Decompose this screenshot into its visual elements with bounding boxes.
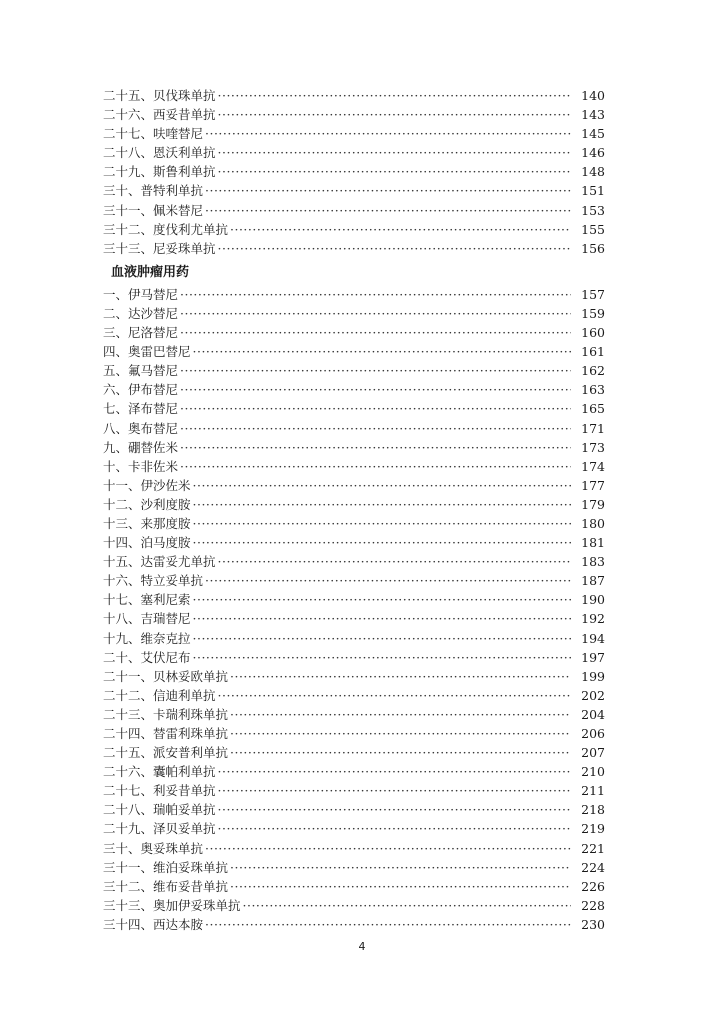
- toc-entry[interactable]: [103, 762, 605, 781]
- toc-entry-page: 159: [581, 305, 605, 321]
- toc-entry-label: 十、卡非佐米: [103, 458, 179, 474]
- toc-entry-label: 二十八、瑞帕妥单抗: [103, 802, 216, 818]
- toc-entry-page: 171: [581, 420, 605, 436]
- dot-leader: [193, 611, 571, 626]
- toc-entry-page: 190: [581, 592, 605, 608]
- toc-entry[interactable]: [103, 839, 605, 858]
- toc-entry[interactable]: [103, 858, 605, 877]
- toc-entry-page: 165: [581, 401, 605, 417]
- toc-entry-label: 七、泽布替尼: [103, 401, 179, 417]
- toc-entry-label: 三十二、度伐利尤单抗: [103, 221, 229, 237]
- toc-entry-page: 230: [581, 916, 605, 932]
- toc-entry-page: 192: [581, 611, 605, 627]
- toc-entry-page: 163: [581, 382, 605, 398]
- toc-entry[interactable]: [103, 877, 605, 896]
- dot-leader: [205, 841, 571, 856]
- dot-leader: [218, 554, 571, 569]
- dot-leader: [180, 440, 571, 455]
- dot-leader: [205, 203, 571, 218]
- toc-entry-page: 151: [581, 183, 605, 199]
- table-of-contents: [103, 86, 605, 934]
- toc-entry-page: 226: [581, 878, 605, 894]
- toc-entry[interactable]: [103, 590, 605, 609]
- toc-entry-label: 十七、塞利尼索: [103, 592, 191, 608]
- toc-entry[interactable]: [103, 609, 605, 628]
- dot-leader: [180, 382, 571, 397]
- dot-leader: [205, 917, 571, 932]
- dot-leader: [218, 764, 571, 779]
- toc-entry[interactable]: [103, 667, 605, 686]
- toc-entry-label: 三十一、维泊妥珠单抗: [103, 859, 229, 875]
- toc-entry-label: 二十九、泽贝妥单抗: [103, 821, 216, 837]
- dot-leader: [230, 707, 571, 722]
- toc-entry[interactable]: [103, 399, 605, 418]
- toc-entry-label: 二十三、卡瑞利珠单抗: [103, 706, 229, 722]
- toc-entry-page: 140: [581, 88, 605, 103]
- toc-entry[interactable]: [103, 629, 605, 648]
- toc-entry-label: 二十一、贝林妥欧单抗: [103, 668, 229, 684]
- toc-entry[interactable]: [103, 105, 605, 124]
- dot-leader: [218, 88, 571, 103]
- toc-entry[interactable]: [103, 476, 605, 495]
- toc-entry-label: 三十二、维布妥昔单抗: [103, 878, 229, 894]
- toc-entry-label: 十八、吉瑞替尼: [103, 611, 191, 627]
- toc-entry[interactable]: [103, 181, 605, 200]
- toc-entry-label: 十二、沙利度胺: [103, 496, 191, 512]
- toc-entry-page: 219: [581, 821, 605, 837]
- toc-entry[interactable]: [103, 533, 605, 552]
- toc-entry-page: 202: [581, 687, 605, 703]
- toc-entry-page: 160: [581, 325, 605, 341]
- toc-entry-page: 197: [581, 649, 605, 665]
- toc-entry-page: 173: [581, 439, 605, 455]
- dot-leader: [180, 306, 571, 321]
- toc-entry-label: 二十四、替雷利珠单抗: [103, 726, 229, 741]
- toc-entry[interactable]: [103, 457, 605, 476]
- toc-entry-page: 181: [581, 535, 605, 551]
- toc-entry-label: 二十七、利妥昔单抗: [103, 783, 216, 799]
- toc-entry[interactable]: [103, 495, 605, 514]
- toc-entry-page: 148: [581, 164, 605, 180]
- toc-entry[interactable]: [103, 285, 605, 304]
- toc-entry-label: 二十六、西妥昔单抗: [103, 107, 216, 123]
- toc-entry-label: 九、硼替佐米: [103, 439, 179, 455]
- toc-entry-label: 二十六、囊帕利单抗: [103, 764, 216, 780]
- toc-entry-page: 207: [581, 745, 605, 761]
- toc-entry-label: 三十、奥妥珠单抗: [103, 840, 204, 856]
- toc-entry-label: 三十四、西达本胺: [103, 916, 204, 932]
- dot-leader: [193, 478, 571, 493]
- toc-entry-label: 十九、维奈克拉: [103, 630, 191, 646]
- toc-entry[interactable]: [103, 724, 605, 743]
- toc-entry-label: 二十七、呋喹替尼: [103, 126, 204, 142]
- dot-leader: [180, 325, 571, 340]
- toc-entry[interactable]: [103, 162, 605, 181]
- toc-entry[interactable]: [103, 781, 605, 800]
- dot-leader: [230, 879, 571, 894]
- toc-entry-page: 211: [581, 783, 605, 799]
- dot-leader: [180, 363, 571, 378]
- toc-entry[interactable]: [103, 419, 605, 438]
- dot-leader: [218, 241, 571, 256]
- dot-leader: [230, 222, 571, 237]
- toc-entry[interactable]: [103, 239, 605, 258]
- toc-entry[interactable]: [103, 361, 605, 380]
- toc-entry[interactable]: [103, 201, 605, 220]
- dot-leader: [180, 287, 571, 302]
- toc-entry-label: 二十八、恩沃利单抗: [103, 145, 216, 161]
- toc-section-hematology: [103, 285, 605, 934]
- toc-entry-page: 146: [581, 145, 605, 161]
- toc-entry-page: 157: [581, 286, 605, 302]
- toc-entry[interactable]: [103, 342, 605, 361]
- toc-entry[interactable]: [103, 571, 605, 590]
- toc-entry-page: 143: [581, 107, 605, 123]
- toc-entry-label: 十一、伊沙佐米: [103, 477, 191, 493]
- dot-leader: [193, 592, 571, 607]
- toc-entry-page: 206: [581, 726, 605, 741]
- toc-entry-page: 179: [581, 496, 605, 512]
- toc-entry-label: 三、尼洛替尼: [103, 325, 179, 341]
- toc-entry-label: 二十五、派安普利单抗: [103, 745, 229, 761]
- toc-entry[interactable]: [103, 86, 605, 105]
- toc-entry-label: 六、伊布替尼: [103, 382, 179, 398]
- section-heading: 血液肿瘤用药: [111, 265, 190, 281]
- toc-entry[interactable]: [103, 819, 605, 838]
- toc-entry-page: 161: [581, 344, 605, 360]
- dot-leader: [180, 401, 571, 416]
- toc-entry-label: 五、氟马替尼: [103, 363, 179, 379]
- toc-entry-label: 二十二、信迪利单抗: [103, 687, 216, 703]
- dot-leader: [230, 745, 571, 760]
- dot-leader: [218, 821, 571, 836]
- dot-leader: [218, 783, 571, 798]
- dot-leader: [230, 860, 571, 875]
- toc-entry[interactable]: [103, 800, 605, 819]
- toc-entry-page: 187: [581, 573, 605, 589]
- toc-entry[interactable]: [103, 304, 605, 323]
- dot-leader: [180, 421, 571, 436]
- dot-leader: [218, 688, 571, 703]
- toc-entry-page: 162: [581, 363, 605, 379]
- toc-entry-label: 三十、普特利单抗: [103, 183, 204, 199]
- toc-entry-page: 210: [581, 764, 605, 780]
- toc-entry-page: 194: [581, 630, 605, 646]
- toc-entry[interactable]: [103, 323, 605, 342]
- dot-leader: [205, 126, 571, 141]
- toc-entry-page: 177: [581, 477, 605, 493]
- toc-entry-page: 228: [581, 897, 605, 913]
- toc-entry-label: 十三、来那度胺: [103, 515, 191, 531]
- toc-entry-label: 八、奥布替尼: [103, 420, 179, 436]
- dot-leader: [230, 669, 571, 684]
- toc-entry[interactable]: [103, 648, 605, 667]
- toc-entry[interactable]: [103, 124, 605, 143]
- toc-section-top: [103, 86, 605, 258]
- toc-entry[interactable]: [103, 705, 605, 724]
- toc-entry[interactable]: [103, 220, 605, 239]
- toc-entry[interactable]: [103, 438, 605, 457]
- toc-entry-label: 十四、泊马度胺: [103, 535, 191, 551]
- toc-entry[interactable]: [103, 915, 605, 934]
- page-number: 4: [358, 940, 366, 953]
- dot-leader: [193, 497, 571, 512]
- toc-entry[interactable]: [103, 514, 605, 533]
- toc-entry-label: 三十三、奥加伊妥珠单抗: [103, 897, 241, 913]
- toc-entry-page: 180: [581, 515, 605, 531]
- dot-leader: [193, 516, 571, 531]
- toc-entry-label: 一、伊马替尼: [103, 286, 179, 302]
- toc-entry-label: 十五、达雷妥尤单抗: [103, 554, 216, 570]
- toc-entry-page: 221: [581, 840, 605, 856]
- toc-entry-label: 三十一、佩米替尼: [103, 202, 204, 218]
- toc-entry-label: 二十九、斯鲁利单抗: [103, 164, 216, 180]
- toc-entry-page: 155: [581, 221, 605, 237]
- toc-entry-page: 224: [581, 859, 605, 875]
- toc-entry[interactable]: [103, 143, 605, 162]
- toc-entry[interactable]: [103, 380, 605, 399]
- toc-entry[interactable]: [103, 686, 605, 705]
- dot-leader: [218, 164, 571, 179]
- toc-entry-page: 145: [581, 126, 605, 142]
- dot-leader: [193, 650, 571, 665]
- dot-leader: [193, 535, 571, 550]
- dot-leader: [205, 183, 571, 198]
- toc-entry-label: 二、达沙替尼: [103, 305, 179, 321]
- toc-entry-page: 183: [581, 554, 605, 570]
- toc-entry-page: 199: [581, 668, 605, 684]
- toc-entry-page: 156: [581, 240, 605, 256]
- dot-leader: [230, 726, 571, 741]
- toc-entry[interactable]: [103, 743, 605, 762]
- toc-entry-label: 二十、艾伏尼布: [103, 649, 191, 665]
- toc-entry-label: 二十五、贝伐珠单抗: [103, 88, 216, 103]
- toc-entry-page: 204: [581, 706, 605, 722]
- toc-entry[interactable]: [103, 552, 605, 571]
- toc-entry-label: 三十三、尼妥珠单抗: [103, 240, 216, 256]
- dot-leader: [205, 573, 571, 588]
- toc-entry-label: 四、奥雷巴替尼: [103, 344, 191, 360]
- toc-entry-page: 218: [581, 802, 605, 818]
- toc-entry[interactable]: [103, 896, 605, 915]
- dot-leader: [218, 107, 571, 122]
- dot-leader: [193, 344, 571, 359]
- toc-entry-page: 174: [581, 458, 605, 474]
- dot-leader: [243, 898, 571, 913]
- toc-entry-page: 153: [581, 202, 605, 218]
- dot-leader: [193, 631, 571, 646]
- toc-entry-label: 十六、特立妥单抗: [103, 573, 204, 589]
- dot-leader: [180, 459, 571, 474]
- dot-leader: [218, 145, 571, 160]
- dot-leader: [218, 802, 571, 817]
